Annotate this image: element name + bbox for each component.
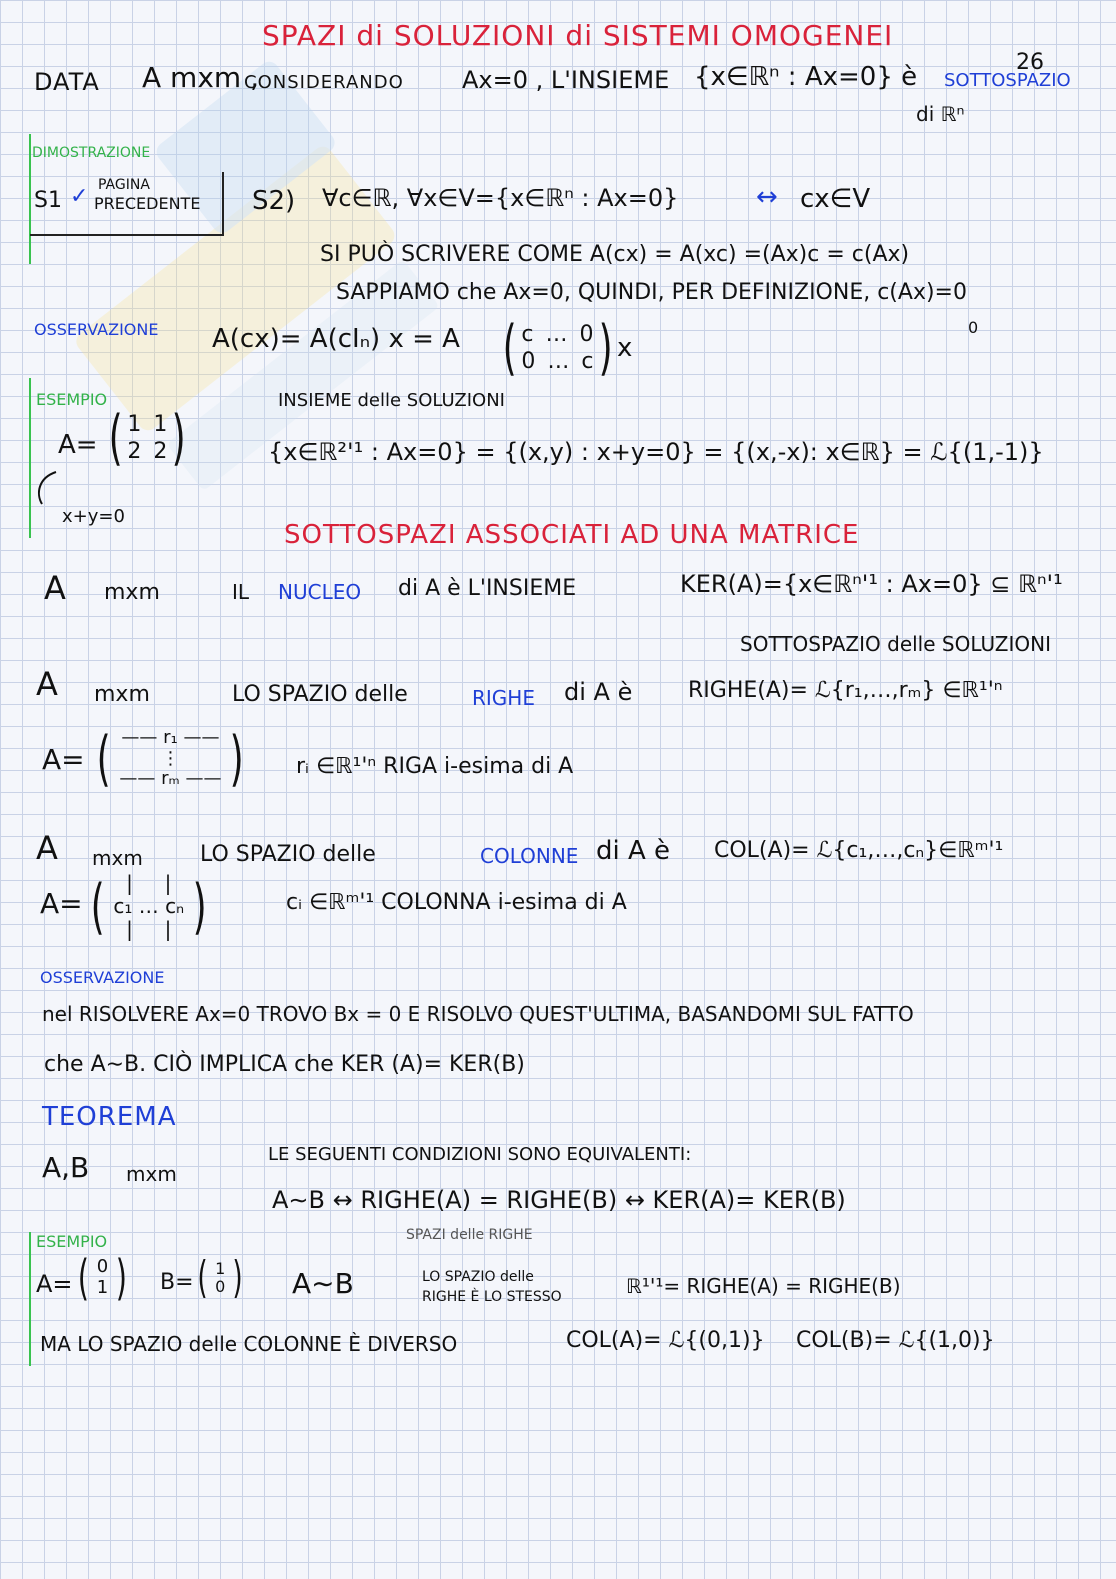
righe-matrix [92, 724, 249, 795]
left-paren: ( [90, 871, 105, 942]
osservazione-matrix-grid [521, 322, 593, 374]
esempio-caption: INSIEME delle SOLUZIONI [278, 390, 505, 411]
dimostrazione-label: DIMOSTRAZIONE [32, 145, 151, 161]
s2-label: S2) [252, 186, 296, 216]
right-paren: ) [192, 871, 207, 942]
matrix-cell: … [547, 349, 570, 374]
matrix-row [521, 322, 593, 347]
matrix-column-bars: | | [126, 917, 172, 941]
margin-bar [29, 378, 31, 538]
teorema-statement: A∼B ↔ RIGHE(A) = RIGHE(B) ↔ KER(A)= KER(B) [272, 1186, 846, 1214]
nucleo-a: A [44, 569, 66, 607]
colonne-matrix-content [109, 872, 188, 941]
margin-bar [29, 1232, 31, 1366]
left-paren: ( [96, 724, 111, 795]
s1-note-1: PAGINA [98, 177, 150, 193]
matrix-cell: 0 [521, 349, 536, 374]
left-paren: ( [108, 403, 123, 473]
proof-line-3: SAPPIAMO che Ax=0, QUINDI, PER DEFINIZIONE, c(Ax)=0 [336, 280, 967, 305]
statement-set: {x∈ℝⁿ : Ax=0} è [694, 62, 918, 92]
esempio-2-b-label: B= [160, 1270, 194, 1295]
statement-considerando: CONSIDERANDO [244, 72, 404, 93]
righe-dims: mxm [94, 682, 150, 707]
esempio-2-a-vector [74, 1250, 131, 1306]
colonne-word: COLONNE [480, 844, 579, 868]
osservazione-label: OSSERVAZIONE [34, 320, 159, 339]
esempio-2-line-2: MA LO SPAZIO delle COLONNE È DIVERSO [40, 1332, 458, 1356]
teorema-intro: LE SEGUENTI CONDIZIONI SONO EQUIVALENTI: [268, 1144, 692, 1165]
esempio-2-a-label: A= [36, 1270, 73, 1298]
esempio-2-righe-eq: ℝ¹'¹= RIGHE(A) = RIGHE(B) [626, 1274, 901, 1298]
righe-lo: LO SPAZIO delle [232, 682, 408, 707]
matrix-column-bars: | | [126, 871, 172, 895]
colonne-a: A [36, 829, 58, 867]
right-paren: ) [232, 1252, 244, 1303]
nucleo-dims: mxm [104, 580, 160, 605]
matrix-cell: 1 [127, 412, 142, 437]
right-paren: ) [172, 403, 187, 473]
left-paren: ( [197, 1252, 208, 1303]
statement-system: Ax=0 , L'INSIEME [462, 66, 670, 94]
osservazione-2-line-1: nel RISOLVERE Ax=0 TROVO Bx = 0 E RISOLVO QUEST'ULTIMA, BASANDOMI SUL FATTO [42, 1002, 914, 1026]
nucleo-rest: di A è L'INSIEME [398, 576, 577, 601]
righe-matrix-rows [115, 728, 225, 790]
colonne-formula: COL(A)= ℒ{c₁,…,cₙ}∈ℝᵐ'¹ [714, 838, 1004, 863]
vector-entry: 1 [215, 1258, 226, 1278]
righe-word: RIGHE [472, 686, 535, 710]
matrix-row: —— r₁ —— [121, 727, 220, 748]
teorema-footnote: SPAZI delle RIGHE [406, 1227, 533, 1243]
s1-note-2: PRECEDENTE [94, 194, 201, 213]
statement-data: DATA [34, 68, 100, 96]
proof-line-2: SI PUÒ SCRIVERE COME A(cx) = A(xc) =(Ax)c = c(Ax) [320, 242, 910, 267]
section-title: SOTTOSPAZI ASSOCIATI AD UNA MATRICE [284, 520, 860, 550]
s2-statement: ∀c∈ℝ, ∀x∈V={x∈ℝⁿ : Ax=0} [322, 184, 679, 212]
colonne-dims: mxm [92, 846, 143, 870]
esempio-label: ESEMPIO [36, 390, 108, 409]
sottospazio-label: SOTTOSPAZIO [944, 70, 1071, 91]
matrix-cell: … [545, 322, 568, 347]
check-icon: ✓ [70, 184, 89, 209]
matrix-cell: 2 [153, 439, 168, 464]
matrix-cell: c [521, 322, 534, 347]
esempio-2-col-b: COL(B)= ℒ{(1,0)} [796, 1328, 995, 1353]
page-number: 26 [1016, 50, 1044, 75]
proof-line-3-under: 0 [968, 318, 979, 337]
right-paren: ) [598, 313, 613, 383]
matrix-cell: c [581, 349, 594, 374]
matrix-row [127, 412, 167, 437]
vector-entry: 0 [96, 1256, 109, 1278]
righe-desc: rᵢ ∈ℝ¹'ⁿ RIGA i-esima di A [296, 754, 574, 779]
osservazione-2-line-2: che A∼B. CIÒ IMPLICA che KER (A)= KER(B) [44, 1052, 525, 1077]
vector-entries [93, 1257, 112, 1298]
esempio-2-label: ESEMPIO [36, 1232, 108, 1251]
left-paren: ( [502, 313, 517, 383]
matrix-cell: 1 [153, 412, 168, 437]
left-paren: ( [77, 1250, 89, 1306]
matrix-row [521, 349, 593, 374]
osservazione-formula-right: x [616, 333, 633, 363]
osservazione-2-label: OSSERVAZIONE [40, 968, 165, 987]
colonne-rest: di A è [596, 836, 671, 866]
implies-icon: ↔ [756, 182, 778, 212]
righe-rest: di A è [564, 678, 633, 706]
matrix-row: c₁ … cₙ [113, 894, 185, 918]
matrix-cell: 2 [127, 439, 142, 464]
matrix-cell: 0 [579, 322, 594, 347]
matrix-row [127, 439, 167, 464]
matrix-row: ⋮ [161, 747, 180, 769]
vector-entry: 0 [215, 1277, 226, 1296]
nucleo-note: SOTTOSPAZIO delle SOLUZIONI [740, 632, 1051, 656]
righe-matrix-name: A= [42, 743, 85, 776]
osservazione-formula: A(cx)= A(cIₙ) x = A [212, 324, 460, 354]
esempio-equation: x+y=0 [62, 506, 125, 527]
osservazione-matrix [498, 313, 633, 383]
esempio-2-note-1: LO SPAZIO delle [422, 1269, 534, 1285]
vector-entries [211, 1260, 229, 1297]
esempio-set-expression: {x∈ℝ²'¹ : Ax=0} = {(x,y) : x+y=0} = {(x,-x): x∈ℝ} = ℒ{(1,-1)} [268, 438, 1044, 466]
teorema-dims: mxm [126, 1162, 177, 1186]
vector-entry: 1 [96, 1277, 109, 1298]
esempio-2-equiv: A∼B [292, 1267, 354, 1300]
colonne-matrix [86, 872, 212, 941]
statement-matrix: A mxm , [142, 61, 259, 94]
esempio-2-col-a: COL(A)= ℒ{(0,1)} [566, 1328, 765, 1353]
sottospazio-of: di ℝⁿ [916, 102, 965, 126]
esempio-matrix [104, 403, 191, 473]
righe-a: A [36, 665, 58, 703]
esempio-matrix-grid [127, 412, 167, 464]
page-title: SPAZI di SOLUZIONI di SISTEMI OMOGENEI [262, 19, 894, 52]
colonne-desc: cᵢ ∈ℝᵐ'¹ COLONNA i-esima di A [286, 890, 627, 915]
righe-formula: RIGHE(A)= ℒ{r₁,…,rₘ} ∈ℝ¹'ⁿ [688, 678, 1003, 703]
teorema-ab: A,B [42, 1151, 90, 1184]
nucleo-formula: KER(A)={x∈ℝⁿ'¹ : Ax=0} ⊆ ℝⁿ'¹ [680, 570, 1063, 598]
matrix-row: —— rₘ —— [119, 768, 222, 790]
s1-label: S1 [34, 188, 62, 213]
curved-arrow-icon [34, 470, 64, 510]
nucleo-il: IL [232, 580, 250, 604]
esempio-2-note-2: RIGHE È LO STESSO [422, 1289, 562, 1305]
esempio-matrix-name: A= [58, 430, 98, 460]
right-paren: ) [115, 1250, 128, 1306]
right-paren: ) [230, 724, 245, 795]
colonne-matrix-name: A= [40, 887, 83, 920]
esempio-2-b-vector [194, 1252, 247, 1303]
s2-result: cx∈V [800, 184, 871, 214]
nucleo-word: NUCLEO [278, 580, 362, 604]
teorema-label: TEOREMA [42, 1102, 177, 1132]
colonne-lo: LO SPAZIO delle [200, 842, 376, 867]
